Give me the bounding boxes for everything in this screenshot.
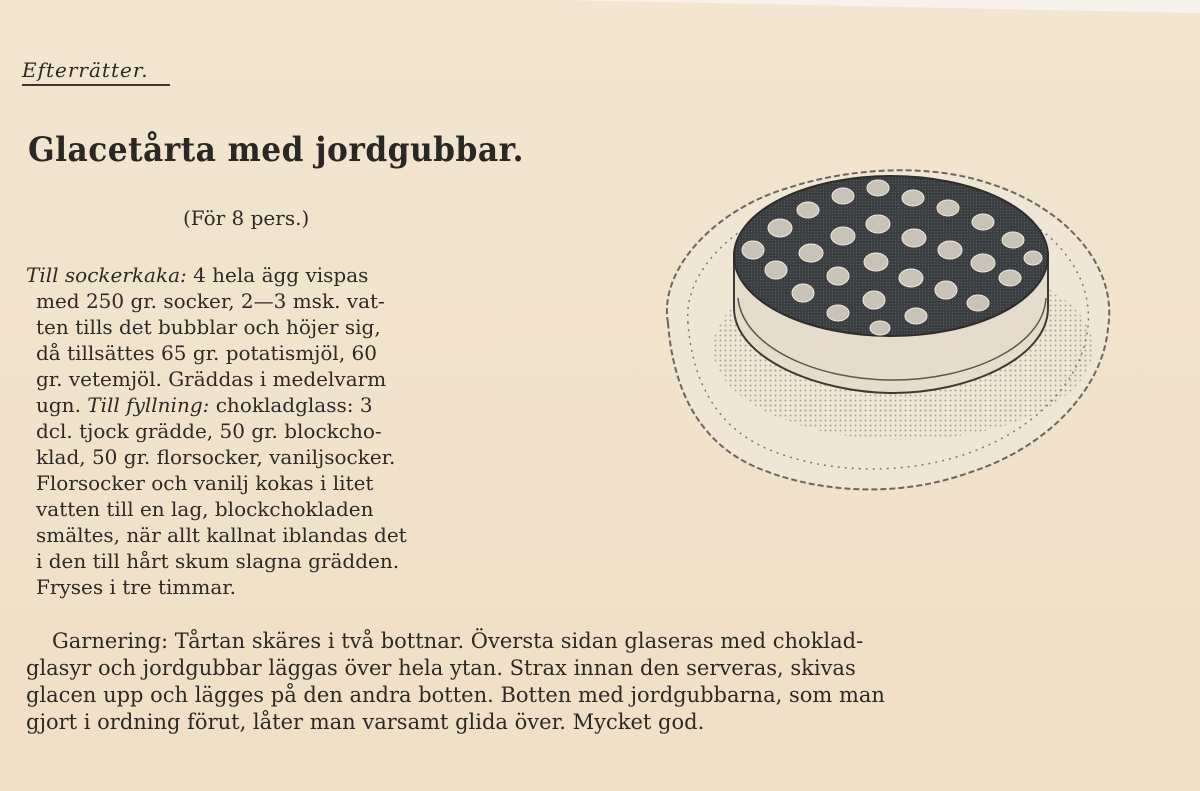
ingredient-line: klad, 50 gr. florsocker, vaniljsocker. — [36, 445, 396, 469]
ingredient-line: gr. vetemjöl. Gräddas i medelvarm — [36, 367, 387, 391]
recipe-title: Glacetårta med jordgubbar. — [28, 130, 524, 170]
garnish-line: gjort i ordning förut, låter man varsamt glida över. Mycket god. — [26, 710, 705, 734]
garnish-line: Garnering: Tårtan skäres i två bottnar. Översta sidan glaseras med choklad- — [52, 629, 864, 653]
ingredient-line: smältes, när allt kallnat iblandas det — [36, 523, 407, 547]
ingredients-text — [26, 262, 510, 600]
servings-note: (För 8 pers.) — [183, 206, 310, 230]
garnish-paragraph — [26, 628, 1154, 736]
garnish-line: glacen upp och lägges på den andra botten. Botten med jordgubbarna, som man — [26, 683, 885, 707]
garnish-line: glasyr och jordgubbar läggas över hela ytan. Strax innan den serveras, skivas — [26, 656, 856, 680]
ingredient-line: ugn. Till fyllning: chokladglass: 3 — [36, 393, 373, 417]
ingredient-line: ten tills det bubblar och höjer sig, — [36, 315, 381, 339]
ingredient-line: Fryses i tre timmar. — [36, 575, 237, 599]
paper-edge — [560, 0, 1200, 22]
ingredient-line: vatten till en lag, blockchokladen — [36, 497, 374, 521]
ingredient-line: dcl. tjock grädde, 50 gr. blockcho- — [36, 419, 382, 443]
ingredient-line: Florsocker och vanilj kokas i litet — [36, 471, 374, 495]
ingredient-line: då tillsättes 65 gr. potatismjöl, 60 — [36, 341, 377, 365]
category-heading: Efterrätter. — [22, 58, 170, 86]
ingredient-line: med 250 gr. socker, 2—3 msk. vat- — [36, 289, 385, 313]
ingredient-line: Till sockerkaka: 4 hela ägg vispas — [26, 263, 369, 287]
strawberry-cake-on-doily-illustration — [648, 158, 1118, 498]
cake-icon — [648, 158, 1118, 498]
ingredient-line: i den till hårt skum slagna grädden. — [36, 549, 400, 573]
